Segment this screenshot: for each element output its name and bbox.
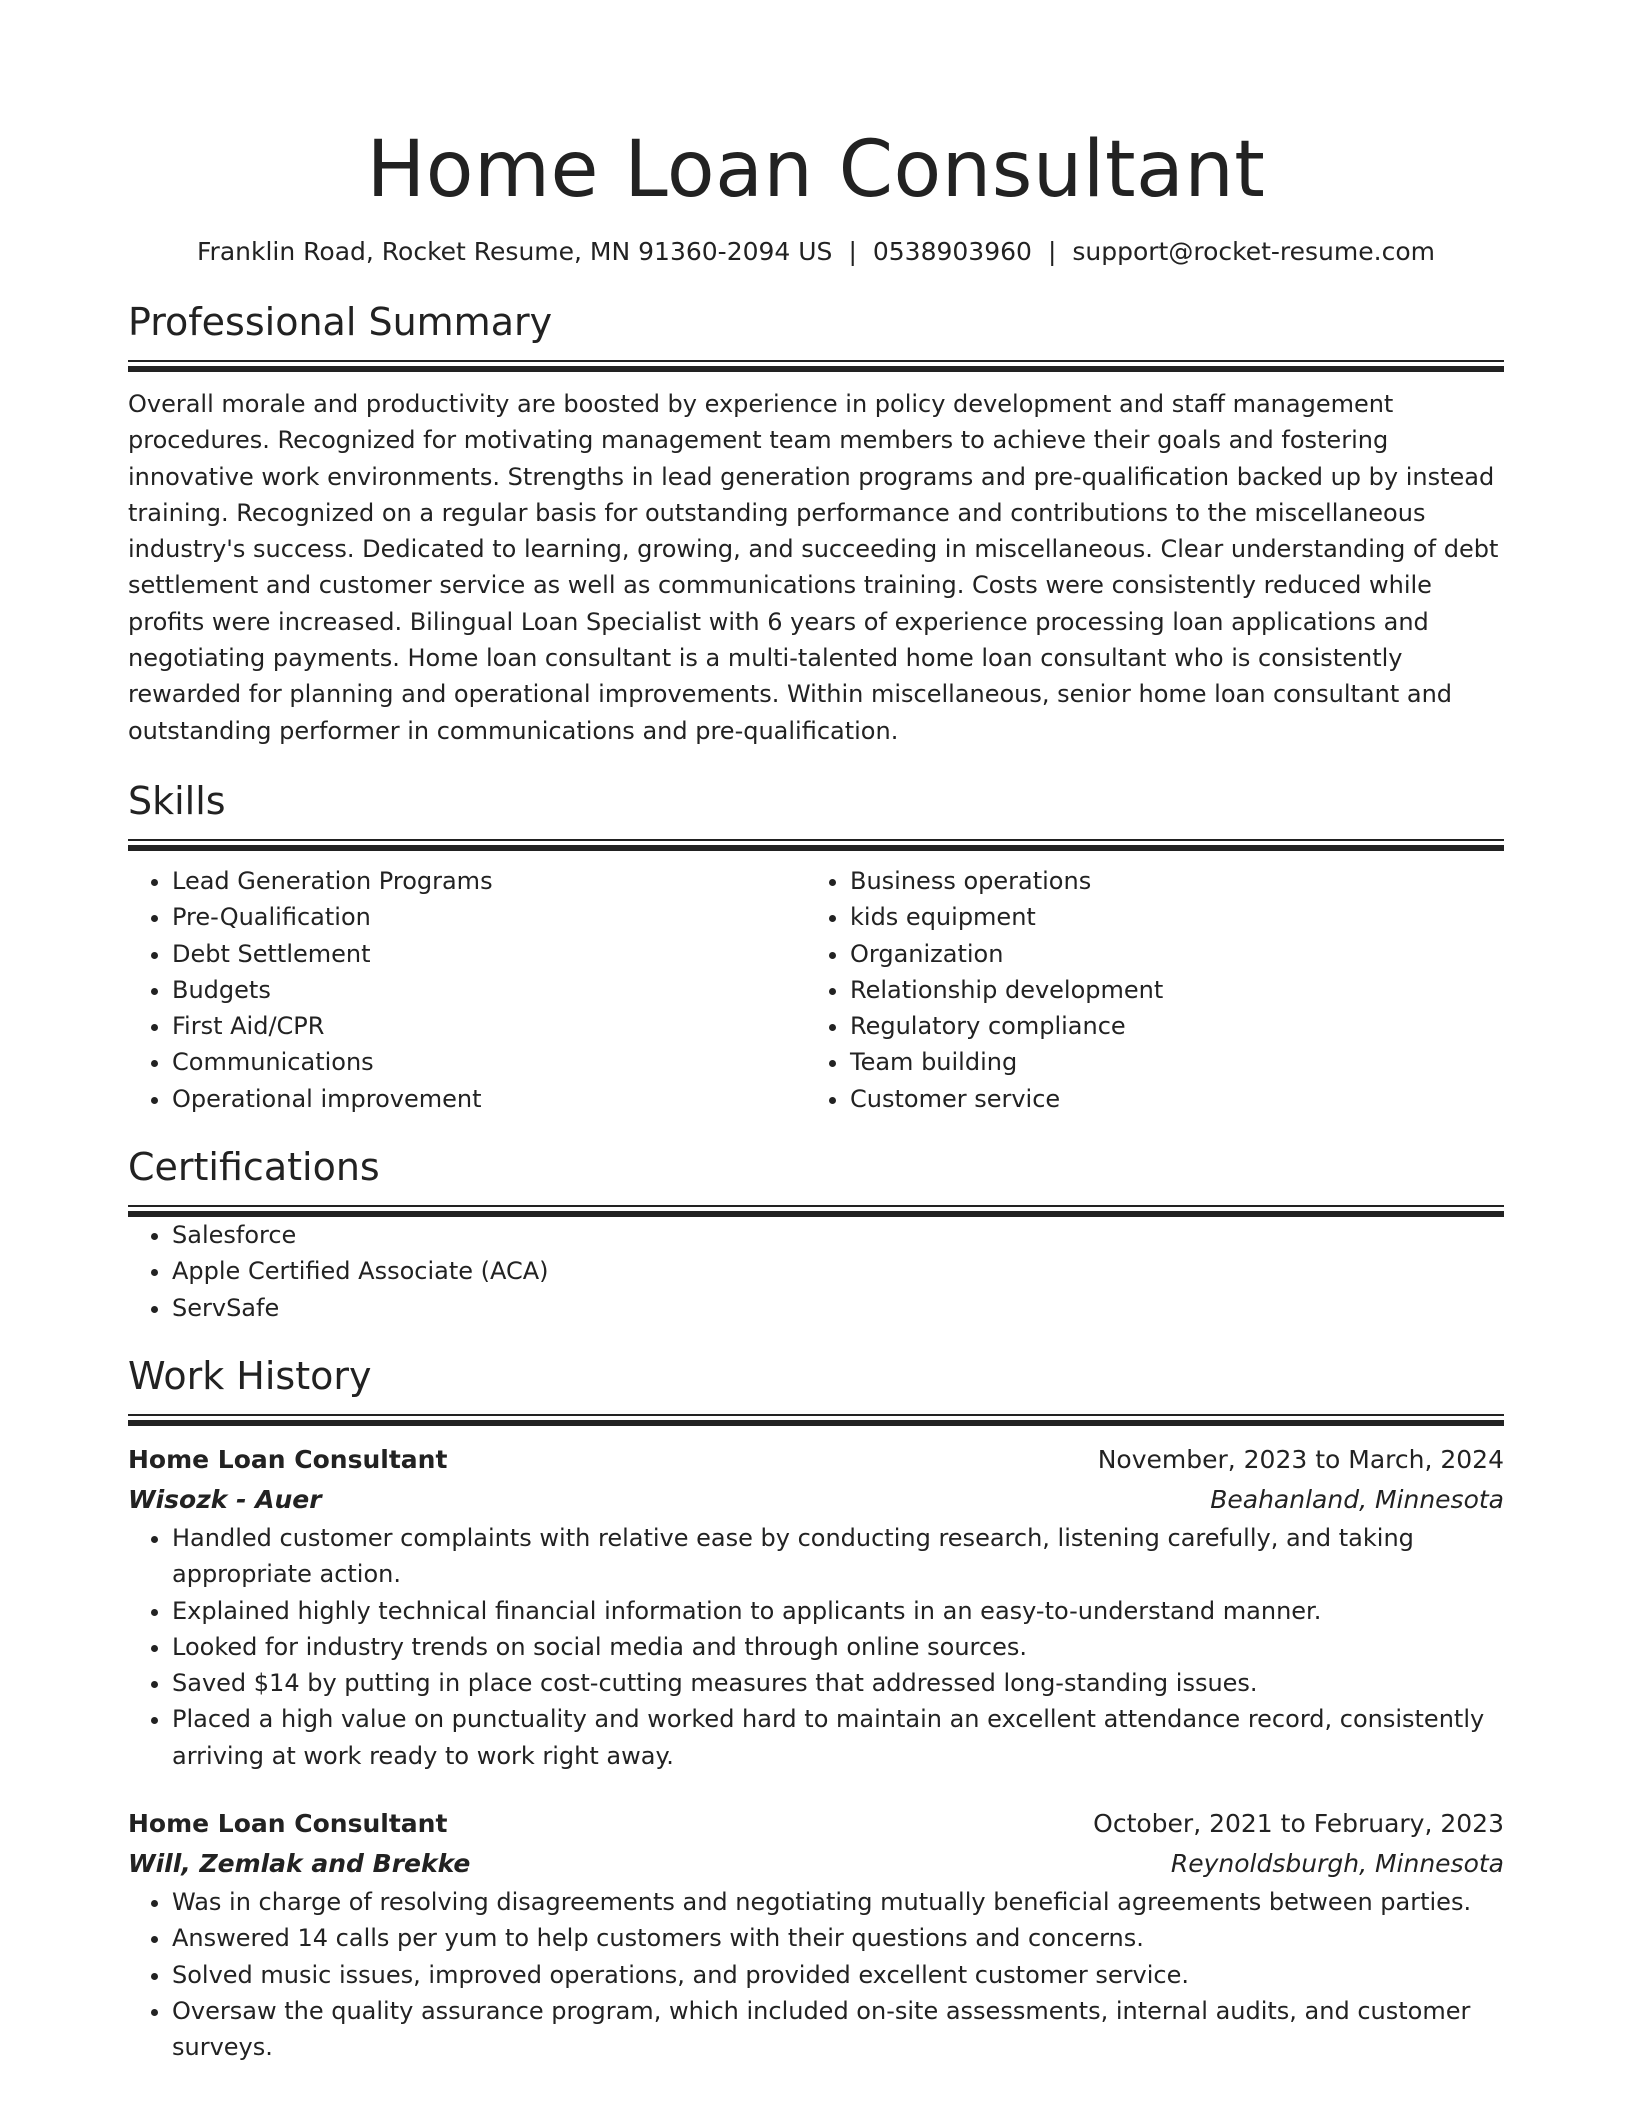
resume-name: Home Loan Consultant — [366, 125, 1266, 215]
skill-item: • Lead Generation Programs — [172, 863, 806, 899]
section-divider — [128, 360, 1504, 372]
section-title-summary: Professional Summary — [128, 300, 553, 344]
job-bullet: • Explained highly technical financial information to applicants in an easy-to-understand manner. — [172, 1593, 1504, 1629]
certification-item: • ServSafe — [172, 1290, 1504, 1326]
job-bullet: • Placed a high value on punctuality and worked hard to maintain an excellent attendance record, consistently arriving at work ready to work right away. — [172, 1701, 1504, 1774]
skill-item: • Communications — [172, 1044, 806, 1080]
section-title-skills: Skills — [128, 778, 226, 823]
certifications-list — [128, 1217, 1504, 1326]
contact-address: Franklin Road, Rocket Resume, MN 91360-2094 US — [197, 237, 833, 266]
job-bullet: • Saved $14 by putting in place cost-cutting measures that addressed long-standing issues. — [172, 1665, 1504, 1701]
skill-item: • Pre-Qualification — [172, 899, 806, 935]
skill-item: • Regulatory compliance — [850, 1008, 1484, 1044]
skill-item: • Business operations — [850, 863, 1484, 899]
job-bullet: • Handled customer complaints with relative ease by conducting research, listening carefully, and taking appropriate action. — [172, 1520, 1504, 1593]
job-title: Home Loan Consultant — [128, 1809, 448, 1839]
skill-item: • Debt Settlement — [172, 936, 806, 972]
skill-item: • Relationship development — [850, 972, 1484, 1008]
job-title: Home Loan Consultant — [128, 1444, 448, 1474]
skill-item: • Operational improvement — [172, 1081, 806, 1117]
job-entry — [128, 1440, 1504, 1774]
summary-text: Overall morale and productivity are boosted by experience in policy development and staff management procedures. Recognized for motivating management team members to achieve their goals and fostering innovative work environments. Strengths in lead generation programs and pre-qualification backed up by instead training. Recognized on a regular basis for outstanding performance and contributions to the miscellaneous industry's success. Dedicated to learning, growing, and succeeding in miscellaneous. Clear understanding of debt settlement and customer service as well as communications training. Costs were consistently reduced while profits were increased. Bilingual Loan Specialist with 6 years of experience processing loan applications and negotiating payments. Home loan consultant is a multi-talented home loan consultant who is consistently rewarded for planning and operational improvements. Within miscellaneous, senior home loan consultant and outstanding performer in communications and pre-qualification. — [128, 390, 1499, 745]
job-bullet: • Looked for industry trends on social media and through online sources. — [172, 1629, 1504, 1665]
job-bullet: • Was in charge of resolving disagreements and negotiating mutually beneficial agreements between parties. — [172, 1884, 1504, 1920]
contact-separator: | — [1047, 237, 1057, 266]
skills-column-left — [128, 863, 806, 1117]
skill-item: • Budgets — [172, 972, 806, 1008]
job-subheader — [128, 1844, 1504, 1884]
skill-item: • First Aid/CPR — [172, 1008, 806, 1044]
summary-section — [128, 298, 1504, 749]
skills-columns — [128, 863, 1504, 1117]
job-subheader — [128, 1480, 1504, 1520]
skill-item: • kids equipment — [850, 899, 1484, 935]
contact-phone: 0538903960 — [872, 237, 1032, 266]
job-location: Beahanland, Minnesota — [1210, 1484, 1504, 1514]
skill-item: • Customer service — [850, 1081, 1484, 1117]
section-title-work-history: Work History — [128, 1353, 372, 1398]
resume-page — [128, 0, 1504, 2066]
certification-item: • Salesforce — [172, 1217, 1504, 1253]
job-bullet: • Answered 14 calls per yum to help customers with their questions and concerns. — [172, 1920, 1504, 1956]
job-bullets — [128, 1884, 1504, 2065]
skills-column-right — [806, 863, 1484, 1117]
section-divider — [128, 1414, 1504, 1426]
certifications-section — [128, 1143, 1504, 1326]
work-history-section — [128, 1352, 1504, 2066]
contact-email: support@rocket-resume.com — [1072, 237, 1435, 266]
job-dates: November, 2023 to March, 2024 — [1097, 1444, 1504, 1474]
contact-separator: | — [848, 237, 857, 266]
job-bullet: • Solved music issues, improved operations, and provided excellent customer service. — [172, 1957, 1504, 1993]
job-header — [128, 1804, 1504, 1844]
job-entry — [128, 1804, 1504, 2065]
section-divider — [128, 839, 1504, 851]
section-divider — [128, 1205, 1504, 1217]
skill-item: • Organization — [850, 936, 1484, 972]
job-bullet: • Oversaw the quality assurance program, which included on-site assessments, internal audits, and customer surveys. — [172, 1993, 1504, 2066]
skills-section — [128, 777, 1504, 1117]
contact-line — [128, 236, 1504, 268]
job-dates: October, 2021 to February, 2023 — [1093, 1809, 1504, 1839]
job-company: Will, Zemlak and Brekke — [128, 1849, 471, 1879]
certification-item: • Apple Certified Associate (ACA) — [172, 1253, 1504, 1289]
section-title-certifications: Certifications — [128, 1145, 380, 1190]
job-company: Wisozk - Auer — [128, 1484, 322, 1514]
job-location: Reynoldsburgh, Minnesota — [1170, 1849, 1504, 1879]
job-header — [128, 1440, 1504, 1480]
job-bullets — [128, 1520, 1504, 1774]
skill-item: • Team building — [850, 1044, 1484, 1080]
